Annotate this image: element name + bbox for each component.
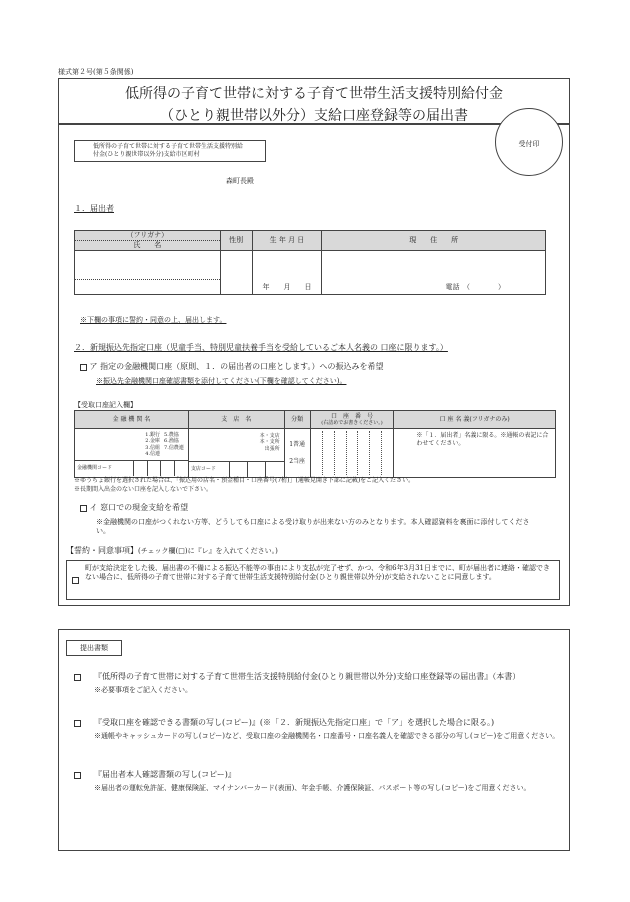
receipt-stamp-label: 受付印: [518, 140, 540, 148]
option-a-checkbox[interactable]: [80, 364, 87, 371]
applicant-table: [74, 230, 546, 295]
doc-item-1-checkbox[interactable]: [74, 674, 81, 681]
title-line1: 低所得の子育て世帯に対する子育て世帯生活支援特別給付金: [125, 86, 503, 102]
option-a-note: ※振込先金融機関口座確認書類を添付してください(下欄を確認してください)。: [96, 377, 347, 385]
doc-item-2-text: 『受取口座を確認できる書類の写し(コピー)』(※「２．新規振込先指定口座」で「ア」を選択した場合に限る。): [94, 718, 495, 727]
receipt-stamp: [495, 108, 563, 176]
birth-cell[interactable]: 年 月 日: [252, 251, 322, 295]
option-i[interactable]: イ 窓口での現金支給を希望: [80, 503, 188, 514]
bank-types-left: 1.銀行 2.金庫 3.信組 4.信連: [145, 432, 161, 457]
holder-cell[interactable]: [394, 429, 556, 478]
account-table: [74, 410, 556, 478]
doc-item-3-note: ※届出者の運転免許証、健康保険証、マイナンバーカード(表面)、年金手帳、介護保険証、パスポート等の写し(コピー)をご用意ください。: [94, 783, 531, 792]
birth-header: 生 年 月 日: [252, 231, 322, 251]
account-sublabel: (右詰めでお書きください。): [321, 420, 383, 427]
branch-types: 本・支店 本・支所 出張所: [259, 433, 280, 452]
address-cell[interactable]: [322, 251, 546, 295]
name-label: 氏 名: [133, 241, 162, 250]
long-term-note: ※長期間入出金のない口座を記入しないで下さい。: [74, 486, 213, 493]
account-label: 口 座 番 号: [330, 412, 373, 420]
doc-item-1-text: 『低所得の子育て世帯に対する子育て世帯生活支援特別給付金(ひとり親世帯以外分)支給口座登録等の届出書』（本書）: [94, 672, 521, 681]
account-header: [310, 411, 394, 429]
option-i-note: ※金融機関の口座がつくれない方等、どうしても口座による受け取りが出来ない方のみとなります。本人確認資料を裏面に添付してください。: [96, 518, 530, 536]
account-number-cell[interactable]: [310, 429, 394, 478]
consent-checkbox[interactable]: [72, 577, 79, 584]
form-number: 様式第２号(第５条関係): [58, 68, 134, 76]
mayor-label: 森町長殿: [226, 177, 254, 185]
consent-title: 【誓約・同意事項】(チェック欄(□)に『レ』を入れてください。): [66, 546, 278, 555]
title-line2: （ひとり親世帯以外分）支給口座登録等の届出書: [160, 108, 468, 124]
consent-text: 町が支給決定をした後、届出書の不備による振込不能等の事由により支払が完了せず、かつ、令和6年3月31日までに、町が届出者に連絡・確認できない場合に、低所得の子育て世帯に対する子育て世帯生活支援特別給付金(ひとり親世帯以外分)が支給されないことに同意します。: [85, 564, 550, 582]
doc-item-1: [74, 672, 562, 695]
branch-header: 支 店 名: [188, 411, 284, 429]
branch-code-label: 支店コード: [190, 466, 216, 473]
title-box: [58, 78, 570, 124]
type-cell[interactable]: 1普通 2当座: [284, 429, 310, 478]
doc-item-3-text: 『届出者本人確認書類の写し(コピー)』: [94, 770, 236, 779]
doc-item-3-checkbox[interactable]: [74, 772, 81, 779]
doc-item-1-note: ※必要事項をご記入ください。: [94, 685, 192, 694]
bank-header: 金 融 機 関 名: [75, 411, 189, 429]
doc-item-2-note: ※通帳やキャッシュカードの写し(コピー)など、受取口座の金融機関名・口座番号・口座名義人を確認できる部分の写し(コピー)をご用意ください。: [94, 731, 560, 740]
option-i-checkbox[interactable]: [80, 505, 87, 512]
bank-cell[interactable]: [75, 429, 189, 478]
phone-label: 電話 （ ）: [445, 283, 505, 292]
section2-title: ２．新規振込先指定口座（児童手当、特別児童扶養手当を受給しているご本人名義の 口座に限ります。）: [74, 343, 448, 352]
doc-item-3: [74, 770, 562, 793]
doc-item-2-checkbox[interactable]: [74, 720, 81, 727]
pledge-note: ※下欄の事項に誓約・同意の上、届出します。: [80, 316, 227, 324]
doc-item-2: [74, 718, 562, 741]
gender-header: 性別: [220, 231, 252, 251]
name-header: [75, 231, 221, 251]
branch-cell[interactable]: [188, 429, 284, 478]
section1-title: １．届出者: [74, 204, 114, 213]
holder-note: ※「１．届出者」名義に限る。※通帳の表記に合わせてください。: [416, 432, 549, 447]
type-header: 分類: [284, 411, 310, 429]
account-table-title: 【受取口座記入欄】: [74, 401, 137, 409]
bank-code-label: 金融機関コード: [77, 465, 113, 472]
yucho-note: ※ゆうちょ銀行を選択された場合は、「振込用の店名・預金種目・口座番号(7桁)」(通帳見開き下部に記載)をご記入ください。: [74, 477, 415, 484]
name-cell[interactable]: [75, 251, 221, 295]
gender-cell[interactable]: [220, 251, 252, 295]
address-header: 現 住 所: [322, 231, 546, 251]
bank-types-right: 5.農協 6.漁協 7.信農連: [164, 432, 184, 451]
addressee-box: 低所得の子育て世帯に対する子育て世帯生活支援特別給付金(ひとり親世帯以外分)支給市区町村: [74, 140, 266, 162]
documents-title: 提出書類: [66, 640, 122, 656]
option-a[interactable]: ア 指定の金融機関口座（原則、１．の届出者の口座とします。）への振込みを希望: [80, 362, 383, 373]
consent-box: [66, 560, 560, 600]
holder-header: 口 座 名 義(フリガナのみ): [394, 411, 556, 429]
furigana-label: （フリガナ）: [75, 231, 220, 241]
